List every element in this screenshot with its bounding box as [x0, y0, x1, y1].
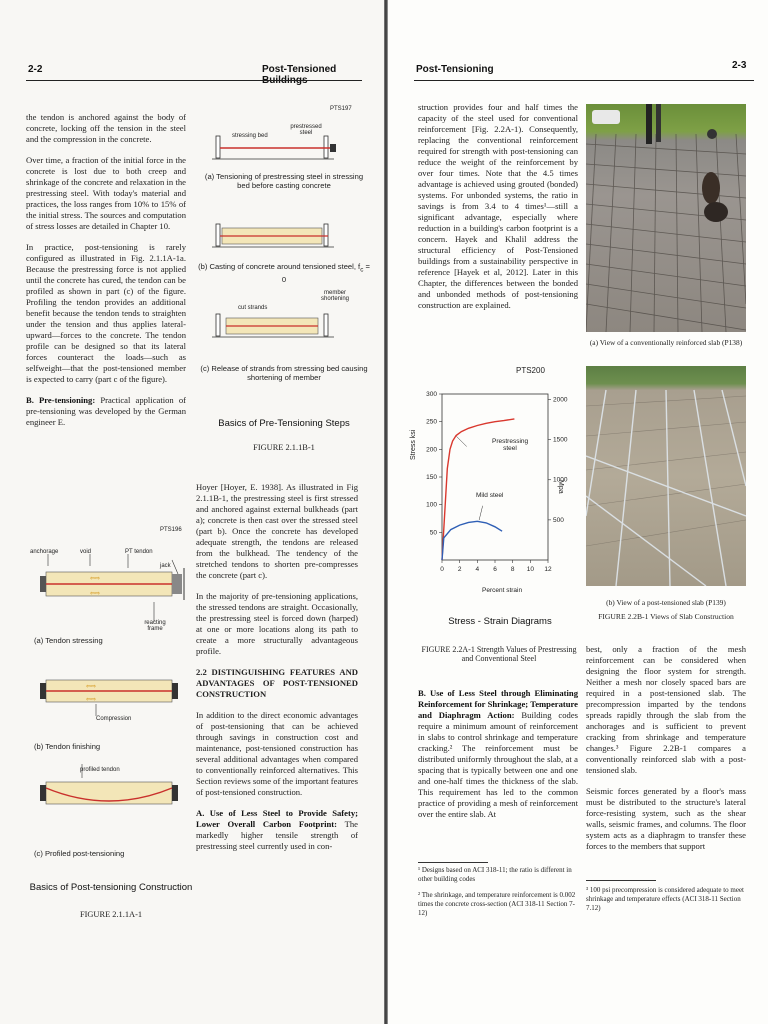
- figure-code: PTS197: [330, 106, 352, 112]
- header-rule-left: [26, 80, 362, 81]
- subheading: B. Use of Less Steel through Eliminating Reinforcement for Shrinkage; Temperature and Diaphragm Action:: [418, 688, 578, 720]
- stress-strain-chart: [408, 376, 578, 606]
- footnote-3: ³ 100 psi precompression is considered adequate to meet shrinkage and temperature effects (ACI 318-11 Section 7.12): [586, 886, 744, 912]
- caption-casting-sub: c: [360, 266, 364, 274]
- subheading: A. Use of Less Steel to Provide Safety; Lower Overall Carbon Footprint:: [196, 808, 358, 829]
- y-tick-label: 200: [426, 446, 437, 454]
- chart-code: PTS200: [516, 366, 545, 375]
- x-tick-label: 2: [457, 566, 462, 573]
- running-title-left: Post-Tensioned: [262, 64, 337, 75]
- paragraph-less-steel-shrinkage: [418, 688, 578, 820]
- svg-text:⇦⇨: ⇦⇨: [90, 576, 101, 582]
- label-cut-strands: cut strands: [238, 305, 268, 311]
- y-tick-label-right: 500: [553, 516, 564, 524]
- series-line-mild-steel: [442, 521, 502, 560]
- caption-release: (c) Release of strands from stressing bed causing shortening of member: [200, 364, 368, 382]
- paragraph: the tendon is anchored against the body of concrete, locking off the tension in the steel and the compression in the concrete.: [26, 112, 186, 144]
- paragraph-text: Practical application of pre-tensioning was developed by the German engineer E.: [26, 395, 186, 427]
- right-column-1-top: [418, 102, 578, 321]
- label-member-shortening: member shortening: [320, 290, 350, 302]
- y-tick-label: 250: [426, 418, 437, 426]
- footnote-1: ¹ Designs based on ACI 318-11; the ratio is different in other building codes: [418, 866, 572, 883]
- y-tick-label-right: 1000: [553, 476, 568, 484]
- series-label-prestressing: Prestressing steel: [492, 438, 529, 452]
- caption-tensioning: (a) Tensioning of prestressing steel in stressing bed before casting concrete: [204, 172, 364, 190]
- chart-title: Stress - Strain Diagrams: [448, 616, 552, 627]
- label-reacting-frame: reacting frame: [144, 620, 166, 632]
- rebar-mesh-image: [586, 104, 746, 332]
- footnote-rule: [586, 880, 656, 881]
- leader-mild: [479, 506, 483, 520]
- chart-figure-number: FIGURE 2.2A-1 Strength Values of Prestressing and Conventional Steel: [421, 645, 577, 663]
- paragraph-less-steel: [196, 808, 358, 852]
- header-rule-right: [414, 80, 754, 81]
- caption-tendon-finishing: (b) Tendon finishing: [34, 742, 101, 751]
- x-tick-label: 8: [510, 566, 515, 573]
- figure-title: Basics of Post-tensioning Construction: [29, 882, 193, 893]
- plot-frame: [442, 394, 548, 560]
- photo-conventional-slab: [586, 104, 746, 332]
- paragraph: Hoyer [Hoyer, E. 1938]. As illustrated in Fig 2.1.1B-1, the prestressing steel is first stressed and anchored against external bulkheads (part a); concrete is then cast over the stressed steel (part b). Once the concrete has developed adequate strength, the tendons are released from the bulkhead. The tendency of the stretched tendons to shorten pre-compresses the concrete (part c).: [196, 482, 358, 580]
- photo-figure-number: FIGURE 2.2B-1 Views of Slab Construction: [598, 612, 734, 621]
- y-tick-label: 150: [426, 474, 437, 481]
- y-tick-label: 50: [429, 529, 437, 537]
- subheading: B. Pre-tensioning:: [26, 395, 96, 405]
- chart-axes: [442, 394, 548, 560]
- caption-casting-tail: = 0: [281, 262, 370, 284]
- photo-post-tensioned-slab: [586, 366, 746, 586]
- paragraph: In addition to the direct economic advantages of post-tensioning that can be achieved through savings in construction cost and maintenance, post-tensioned construction has several additional advantages when compared to conventionally reinforced alternatives. This Section reviews some of the important features of post-tensioned construction.: [196, 710, 358, 797]
- y-axis-label: Stress ksi: [410, 429, 417, 460]
- paragraph: In practice, post-tensioning is rarely configured as illustrated in Fig. 2.1.1A-1a. Because the prestressing force is not applied until the concrete has cured, the tendon can be profiled as shown in part (c) of the figure. Profiling the tendon provides an additional benefit because the tendon tends to straighten under the tension and thus applies lateral- upward—forces to the concrete. The tendon profile can be designed so that its lateral forces counteract the loads—such as selfweight—that the post-tensioned member is expected to carry (part c of the figure).: [26, 242, 186, 384]
- paragraph: best, only a fraction of the mesh reinforcement can be considered when designing the floor system for strength. Neither a mesh nor closely spaced bars are required in a post-tensioned slab. The precompression imparted by the tendons spreads rapidly through the slab from the anchorages and is sufficient to prevent cracking from shrinkage and temperature changes.³ Figure 2.2B-1 compares a conventionally reinforced slab with a post-tensioned slab.: [586, 644, 746, 775]
- page-number-right: 2-3: [732, 60, 747, 71]
- running-title-right: Post-Tensioning: [416, 64, 494, 75]
- caption-casting: [196, 262, 372, 284]
- label-profiled-tendon: profiled tendon: [80, 767, 120, 773]
- figure-code: PTS196: [160, 527, 182, 533]
- caption-tendon-stressing: (a) Tendon stressing: [34, 636, 103, 645]
- chart-ticks: [426, 391, 568, 573]
- y-tick-label: 100: [426, 501, 437, 509]
- label-anchorage: anchorage: [30, 549, 59, 555]
- label-pt-tendon: PT tendon: [125, 549, 153, 555]
- x-tick-label: 12: [544, 566, 552, 573]
- x-axis-label: Percent strain: [482, 587, 523, 594]
- paragraph-text: The markedly higher tensile strength of prestressing steel currently used in con-: [196, 819, 358, 851]
- pre-tensioning-drawing: [206, 118, 356, 358]
- paragraph: Over time, a fraction of the initial force in the concrete is lost due to both creep and shrinkage of the concrete and relaxation in the prestressing steel. With today's material and practices, the loss ranges from 10% to 15% of the initial stress. The sources and computation of stress losses are detailed in Chapter 10.: [26, 155, 186, 231]
- right-page: [388, 0, 768, 1024]
- label-prestressed-steel: prestressed steel: [290, 124, 322, 136]
- pt-tendons-image: [586, 366, 746, 586]
- section-heading: 2.2 DISTINGUISHING FEATURES AND ADVANTAGES OF POST-TENSIONED CONSTRUCTION: [196, 667, 358, 699]
- leader-prestressing: [456, 436, 467, 447]
- right-column-2: [586, 644, 746, 862]
- svg-text:⇦⇨: ⇦⇨: [86, 697, 97, 703]
- caption-profiled-post-tensioning: (c) Profiled post-tensioning: [34, 849, 125, 858]
- svg-text:⇦⇨: ⇦⇨: [90, 591, 101, 597]
- svg-text:⇦⇨: ⇦⇨: [86, 684, 97, 690]
- paragraph: In the majority of pre-tensioning applications, the stressed tendons are straight. Occasionally, the prestressing steel is forced down (harped) at one or more locations along its path to create a more structurally advantageous profile.: [196, 591, 358, 656]
- right-column-1-bottom: [418, 688, 578, 830]
- figure-number: FIGURE 2.1.1A-1: [79, 910, 143, 919]
- label-compression: Compression: [96, 716, 132, 722]
- left-column-2: [196, 482, 358, 862]
- caption-photo-a: (a) View of a conventionally reinforced slab (P138): [589, 338, 743, 347]
- x-tick-label: 10: [526, 566, 534, 573]
- post-tensioning-drawing: [30, 538, 190, 878]
- label-jack: jack: [160, 563, 171, 569]
- label-stressing-bed: stressing bed: [232, 133, 268, 139]
- caption-photo-b: (b) View of a post-tensioned slab (P139): [606, 598, 726, 607]
- footnote-2: ² The shrinkage, and temperature reinforcement is 0.002 times the concrete cross-section (ACI 318-11 Section 7-12): [418, 891, 576, 917]
- left-column-1: [26, 112, 186, 438]
- paragraph: Seismic forces generated by a floor's mass must be distributed to the structure's lateral force-resisting system, such as the shear walls, seismic frames, and columns. The floor system acts as a diaphragm to transfer these forces to the members that support: [586, 786, 746, 851]
- caption-casting-text: (b) Casting of concrete around tensioned steel, f: [198, 262, 361, 271]
- paragraph-text: Building codes require a minimum amount of reinforcement in slabs to control shrinkage and temperature cracking.² The reinforcement must be distributed uniformly throughout the slab, at a spacing that is typically between one and one and one-half times the thickness of the slab. This requirement has led to the common practice of providing a mesh of reinforcement over the entire slab. At: [418, 710, 579, 819]
- page-number-left: 2-2: [28, 64, 43, 75]
- paragraph-pretensioning: [26, 395, 186, 428]
- y-tick-label-right: 2000: [553, 396, 568, 404]
- figure-title: Basics of Pre-Tensioning Steps: [218, 418, 350, 429]
- x-tick-label: 6: [493, 566, 497, 573]
- x-tick-label: 4: [475, 566, 480, 573]
- paragraph: struction provides four and half times the capacity of the steel used for conventional reinforcement [Fig. 2.2A-1). Consequently, replacing the conventional reinforcement required for strength with post-tensioning can reduce the weight of the reinforcement by over four times. Note that the 4.5 times advantage is achieved using grouted (bonded) systems. For unbonded systems, the ratio in savings is from 3.4 to 4 times¹—still a significant advantage, especially where reduction in a building's carbon footprint is a concern. Hayek and Khalil address the structural efficiency of Post-Tensioned buildings from a sustainability perspective in reference [Hayek et al, 2012]. Later in this Chapter, the differences between the bonded and unbonded methods of post-tensioning construction are explained.: [418, 102, 578, 310]
- x-tick-label: 0: [440, 566, 444, 573]
- series-label-mild: Mild steel: [476, 492, 504, 499]
- y-tick-label-right: 1500: [553, 436, 568, 444]
- figure-number: FIGURE 2.1.1B-1: [253, 443, 315, 452]
- y-tick-label: 300: [426, 391, 437, 398]
- y-axis-label-right: Mpa: [557, 480, 564, 494]
- label-void: void: [80, 549, 92, 555]
- footnote-rule: [418, 862, 488, 863]
